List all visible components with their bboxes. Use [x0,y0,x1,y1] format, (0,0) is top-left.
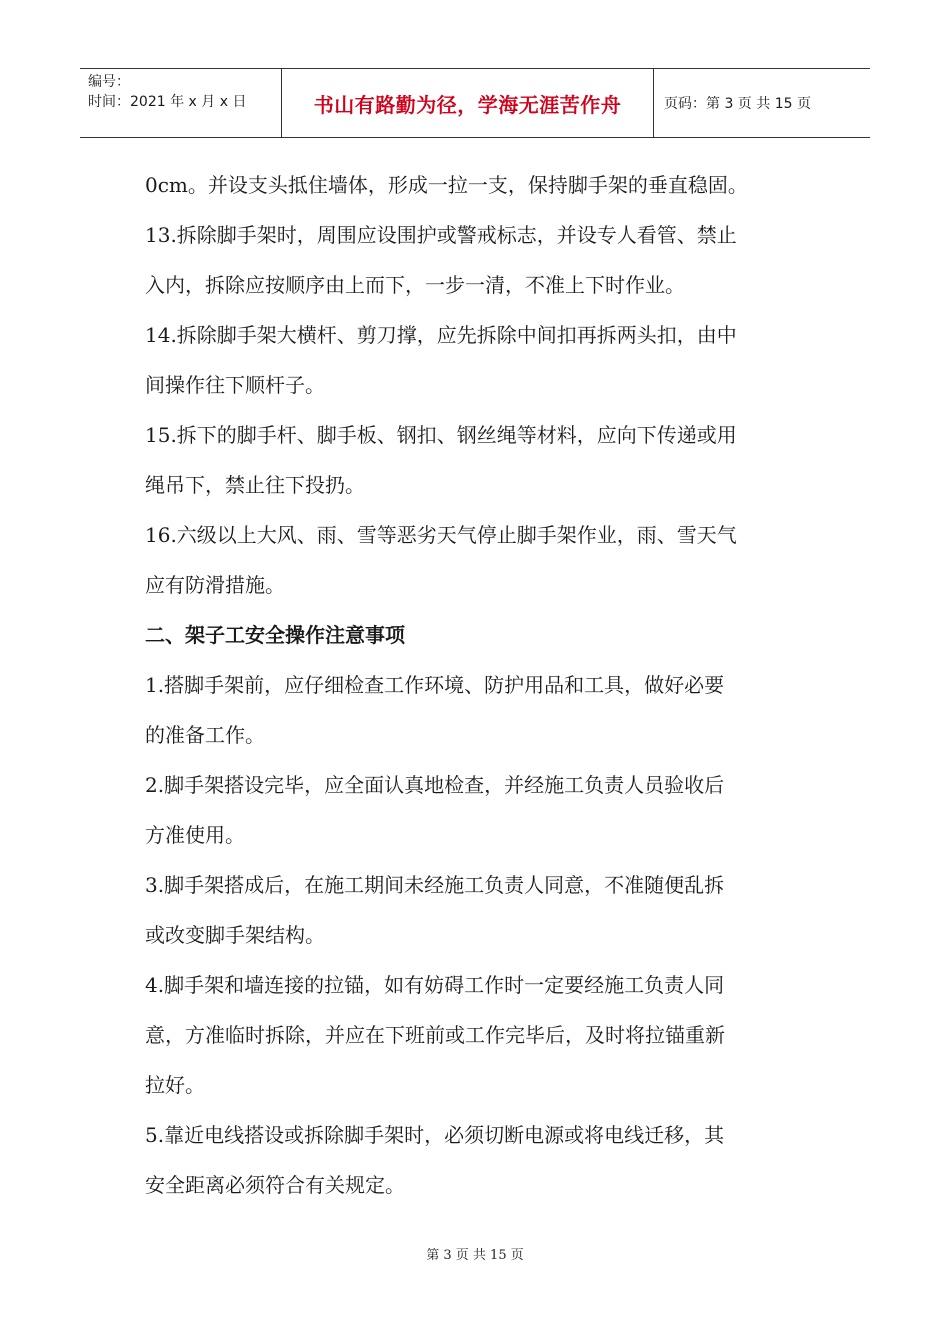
body-line: 0cm。并设支头抵住墙体，形成一拉一支，保持脚手架的垂直稳固。 [145,173,748,197]
body-line: 入内，拆除应按顺序由上而下，一步一清，不准上下时作业。 [145,273,685,297]
body-line: 间操作往下顺杆子。 [145,373,325,397]
body-line: 2.脚手架搭设完毕，应全面认真地检查，并经施工负责人员验收后 [145,773,725,797]
section-heading: 二、架子工安全操作注意事项 [145,623,405,647]
body-line: 14.拆除脚手架大横杆、剪刀撑，应先拆除中间扣再拆两头扣，由中 [145,323,737,347]
body-line: 安全距离必须符合有关规定。 [145,1173,405,1197]
body-line: 13.拆除脚手架时，周围应设围护或警戒标志，并设专人看管、禁止 [145,223,737,247]
body-line: 3.脚手架搭成后，在施工期间未经施工负责人同意，不准随便乱拆 [145,873,725,897]
document-body [145,160,815,1210]
body-line: 方准使用。 [145,823,245,847]
body-line: 4.脚手架和墙连接的拉锚，如有妨碍工作时一定要经施工负责人同 [145,973,725,997]
header-page-info: 页码：第 3 页 共 15 页 [664,96,811,112]
body-line: 16.六级以上大风、雨、雪等恶劣天气停止脚手架作业，雨、雪天气 [145,523,737,547]
body-line: 1.搭脚手架前，应仔细检查工作环境、防护用品和工具，做好必要 [145,673,725,697]
body-line: 拉好。 [145,1073,205,1097]
body-line: 绳吊下，禁止往下投扔。 [145,473,365,497]
document-header [80,68,870,138]
body-line: 意，方准临时拆除，并应在下班前或工作完毕后，及时将拉锚重新 [145,1023,725,1047]
page-footer: 第 3 页 共 15 页 [426,1248,524,1263]
document-date-label: 时间：2021 年 x 月 x 日 [88,94,247,110]
body-line: 15.拆下的脚手杆、脚手板、钢扣、钢丝绳等材料，应向下传递或用 [145,423,737,447]
body-line: 的准备工作。 [145,723,265,747]
body-line: 应有防滑措施。 [145,573,285,597]
document-number-label: 编号： [88,74,130,90]
body-line: 5.靠近电线搭设或拆除脚手架时，必须切断电源或将电线迁移，其 [145,1123,725,1147]
header-meta-cell [80,69,282,137]
header-motto: 书山有路勤为径，学海无涯苦作舟 [282,69,654,137]
body-line: 或改变脚手架结构。 [145,923,325,947]
